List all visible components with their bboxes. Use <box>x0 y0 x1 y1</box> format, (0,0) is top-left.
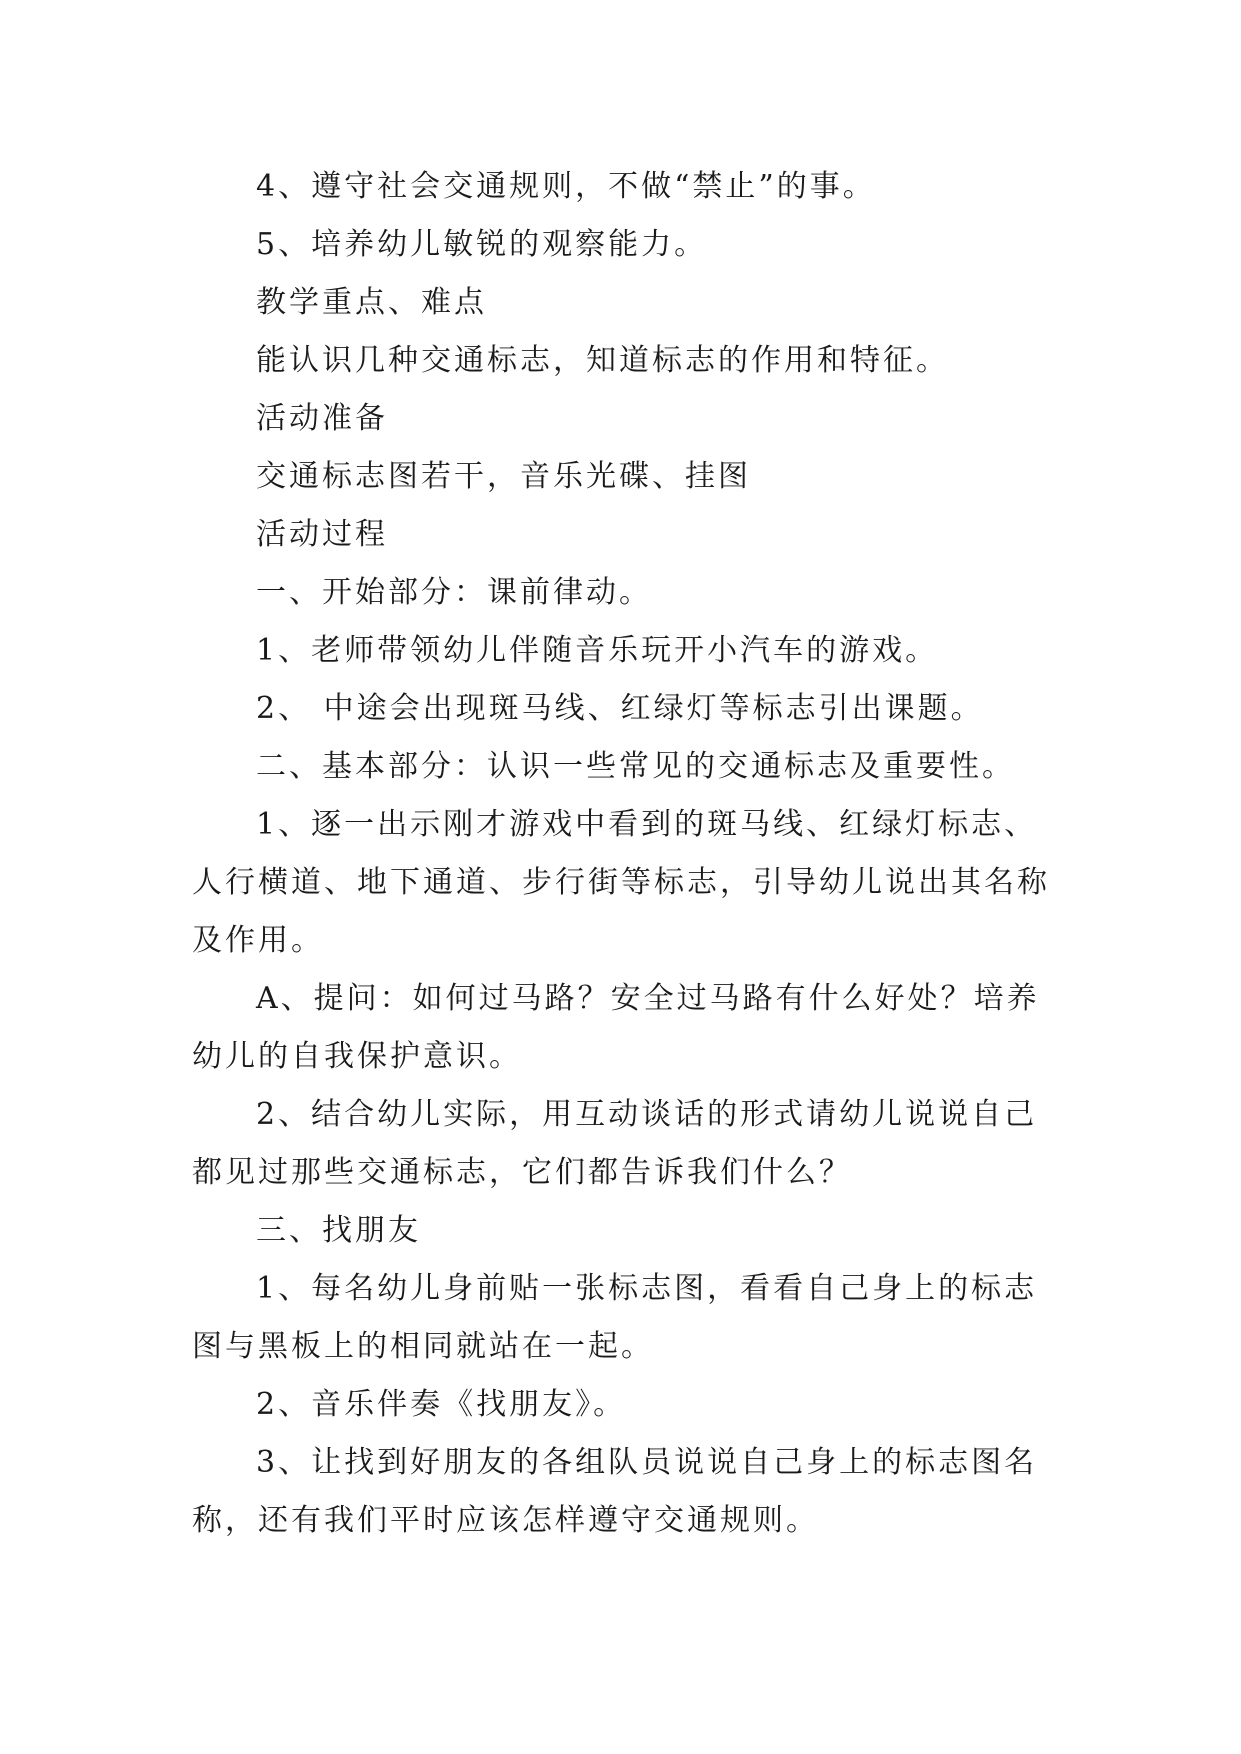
paragraph: 1、老师带领幼儿伴随音乐玩开小汽车的游戏。 <box>256 633 939 668</box>
section-heading: 活动准备 <box>256 401 388 436</box>
paragraph: A、提问：如何过马路？安全过马路有什么好处？培养幼儿的自我保护意识。 <box>192 981 1040 1074</box>
paragraph: 交通标志图若干，音乐光碟、挂图 <box>256 459 751 494</box>
paragraph: 2、音乐伴奏《找朋友》。 <box>256 1387 627 1422</box>
paragraph: 4、遵守社会交通规则，不做“禁止”的事。 <box>256 169 876 204</box>
paragraph: 1、每名幼儿身前贴一张标志图，看看自己身上的标志图与黑板上的相同就站在一起。 <box>192 1271 1038 1364</box>
paragraph: 5、培养幼儿敏锐的观察能力。 <box>256 227 708 262</box>
section-heading: 一、开始部分：课前律动。 <box>256 575 652 610</box>
paragraph: 2、结合幼儿实际，用互动谈话的形式请幼儿说说自己都见过那些交通标志，它们都告诉我们什么？ <box>192 1097 1038 1190</box>
paragraph: 能认识几种交通标志，知道标志的作用和特征。 <box>256 343 949 378</box>
section-heading: 二、基本部分：认识一些常见的交通标志及重要性。 <box>256 749 1015 784</box>
paragraph: 1、逐一出示刚才游戏中看到的斑马线、红绿灯标志、人行横道、地下通道、步行街等标志，引导幼儿说出其名称及作用。 <box>192 807 1050 958</box>
paragraph: 2、 中途会出现斑马线、红绿灯等标志引出课题。 <box>256 691 984 726</box>
section-heading: 活动过程 <box>256 517 388 552</box>
section-heading: 教学重点、难点 <box>256 285 487 320</box>
document-body <box>192 158 1054 1550</box>
section-heading: 三、找朋友 <box>256 1213 421 1248</box>
paragraph: 3、让找到好朋友的各组队员说说自己身上的标志图名称，还有我们平时应该怎样遵守交通规则。 <box>192 1445 1038 1538</box>
